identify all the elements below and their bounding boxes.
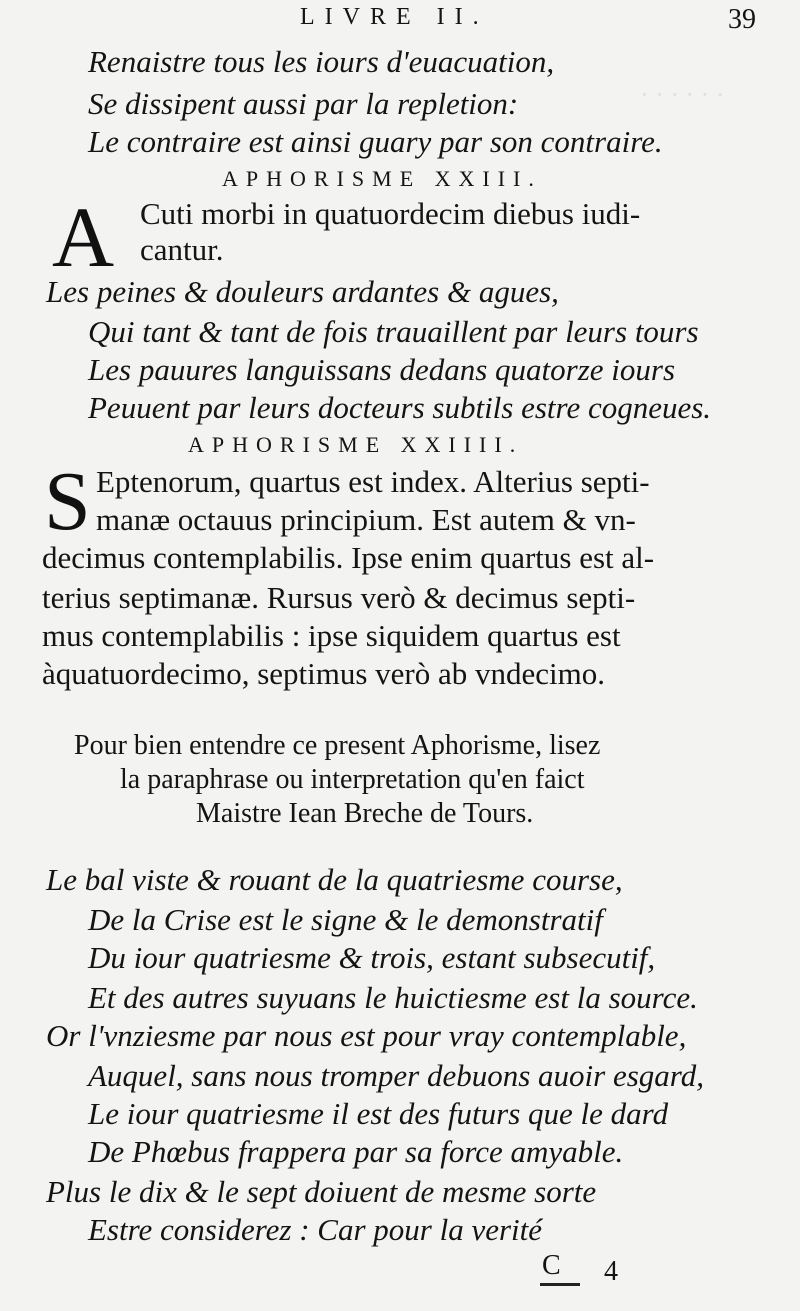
latin-text-line: àquatuordecimo, septimus verò ab vndecimo.	[42, 656, 606, 691]
signature-underline	[540, 1283, 580, 1286]
verse-line: Du iour quatriesme & trois, estant subsecutif,	[88, 940, 656, 975]
verse-line: Le bal viste & rouant de la quatriesme course,	[46, 862, 623, 897]
verse-line: Se dissipent aussi par la repletion:	[88, 86, 519, 121]
verse-line: De Phœbus frappera par sa force amyable.	[88, 1134, 624, 1169]
page-number: 39	[728, 4, 756, 35]
latin-text-line: cantur.	[140, 232, 224, 267]
verse-line: Peuuent par leurs docteurs subtils estre cogneues.	[88, 390, 712, 425]
latin-text-line: manæ octauus principium. Est autem & vn-	[96, 502, 636, 537]
signature-number: 4	[604, 1256, 618, 1287]
verse-line: Or l'vnziesme par nous est pour vray contemplable,	[46, 1018, 687, 1053]
note-line: Pour bien entendre ce present Aphorisme, lisez	[74, 730, 601, 761]
drop-cap-letter: S	[44, 455, 91, 548]
verse-line: Renaistre tous les iours d'euacuation,	[88, 44, 555, 79]
aphorism-heading: APHORISME XXIIII.	[188, 432, 524, 457]
latin-text-line: Eptenorum, quartus est index. Alterius septi-	[96, 464, 650, 499]
aphorism-heading: APHORISME XXIII.	[222, 166, 542, 191]
note-line: la paraphrase ou interpretation qu'en faict	[120, 764, 585, 795]
verse-line: Auquel, sans nous tromper debuons auoir esgard,	[88, 1058, 704, 1093]
drop-cap-letter: A	[52, 189, 115, 285]
running-title: LIVRE II.	[300, 4, 489, 30]
signature-mark: C	[542, 1250, 561, 1281]
verse-line: Qui tant & tant de fois trauaillent par leurs tours	[88, 314, 699, 349]
verse-line: Le contraire est ainsi guary par son contraire.	[88, 124, 663, 159]
latin-text-line: terius septimanæ. Rursus verò & decimus septi-	[42, 580, 636, 615]
verse-line: Et des autres suyuans le huictiesme est la source.	[88, 980, 698, 1015]
verse-line: Les peines & douleurs ardantes & agues,	[46, 274, 559, 309]
show-through-text: · · · · · ·	[640, 80, 725, 109]
latin-text-line: Cuti morbi in quatuordecim diebus iudi-	[140, 196, 641, 231]
verse-line: De la Crise est le signe & le demonstratif	[88, 902, 603, 937]
note-line: Maistre Iean Breche de Tours.	[196, 798, 534, 829]
verse-line: Plus le dix & le sept doiuent de mesme sorte	[46, 1174, 597, 1209]
latin-text-line: mus contemplabilis : ipse siquidem quartus est	[42, 618, 621, 653]
latin-text-line: decimus contemplabilis. Ipse enim quartus est al-	[42, 540, 655, 575]
verse-line: Le iour quatriesme il est des futurs que le dard	[88, 1096, 669, 1131]
verse-line: Estre considerez : Car pour la verité	[88, 1212, 543, 1247]
verse-line: Les pauures languissans dedans quatorze iours	[88, 352, 676, 387]
